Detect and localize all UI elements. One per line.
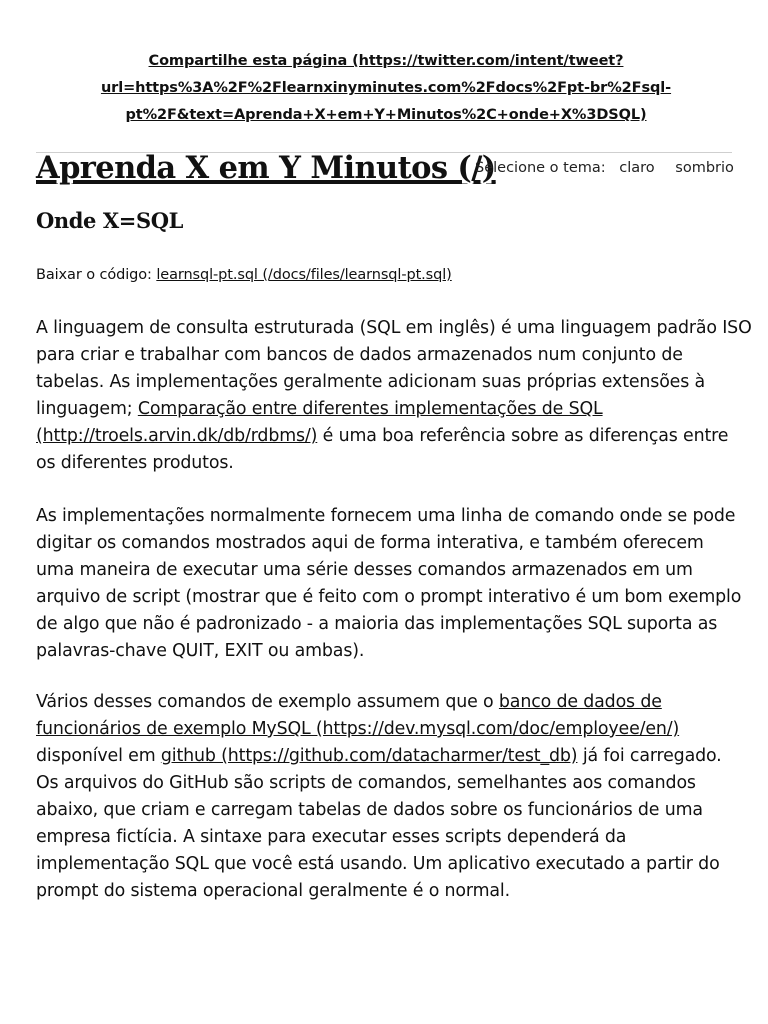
text-line: palavras-chave QUIT, EXIT ou ambas). bbox=[36, 641, 365, 661]
theme-light-button[interactable]: claro bbox=[619, 160, 655, 176]
text-segment: disponível em bbox=[36, 746, 161, 766]
text-line bbox=[36, 743, 736, 770]
paragraph-sample-database bbox=[36, 689, 736, 905]
theme-label: Selecione o tema: bbox=[475, 160, 606, 176]
text-segment: é uma boa referência sobre as diferenças entre bbox=[317, 426, 729, 446]
text-line: A linguagem de consulta estruturada (SQL em inglês) é uma linguagem padrão ISO bbox=[36, 318, 752, 338]
share-link-line-1: Compartilhe esta página (https://twitter.com/intent/tweet? bbox=[148, 53, 624, 69]
text-line: arquivo de script (mostrar que é feito com o prompt interativo é um bom exemplo bbox=[36, 587, 742, 607]
mysql-employee-db-link-url[interactable]: funcionários de exemplo MySQL (https://dev.mysql.com/doc/employee/en/) bbox=[36, 719, 680, 739]
text-line: As implementações normalmente fornecem uma linha de comando onde se pode bbox=[36, 506, 736, 526]
text-line: para criar e trabalhar com bancos de dados armazenados num conjunto de bbox=[36, 345, 683, 365]
text-line bbox=[36, 396, 736, 423]
text-line: os diferentes produtos. bbox=[36, 453, 234, 473]
theme-selector bbox=[475, 158, 734, 178]
theme-dark-button[interactable]: sombrio bbox=[675, 160, 734, 176]
sql-comparison-link-url[interactable]: (http://troels.arvin.dk/db/rdbms/) bbox=[36, 426, 318, 446]
github-test-db-link[interactable]: github (https://github.com/datacharmer/test_db) bbox=[160, 746, 578, 766]
share-twitter-link[interactable] bbox=[60, 48, 712, 129]
site-title-link[interactable] bbox=[36, 146, 496, 190]
text-segment: linguagem; bbox=[36, 399, 138, 419]
text-line: tabelas. As implementações geralmente adicionam suas próprias extensões à bbox=[36, 372, 706, 392]
text-line: abaixo, que criam e carregam tabelas de dados sobre os funcionários de uma bbox=[36, 800, 703, 820]
share-link-line-2: url=https%3A%2F%2Flearnxinyminutes.com%2Fdocs%2Fpt-br%2Fsql- bbox=[100, 80, 672, 96]
paragraph-intro bbox=[36, 315, 752, 477]
text-segment: já foi carregado. bbox=[577, 746, 722, 766]
text-line: Os arquivos do GitHub são scripts de comandos, semelhantes aos comandos bbox=[36, 773, 696, 793]
text-line bbox=[36, 423, 736, 450]
download-label: Baixar o código: bbox=[36, 267, 157, 283]
paragraph-command-line bbox=[36, 503, 742, 665]
mysql-employee-db-link[interactable]: banco de dados de bbox=[498, 692, 662, 712]
download-link[interactable]: learnsql-pt.sql (/docs/files/learnsql-pt.sql) bbox=[156, 267, 452, 283]
text-segment: Vários desses comandos de exemplo assumem que o bbox=[36, 692, 499, 712]
text-line: uma maneira de executar uma série desses comandos armazenados em um bbox=[36, 560, 693, 580]
page-subtitle: Onde X=SQL bbox=[36, 208, 184, 233]
text-line: prompt do sistema operacional geralmente é o normal. bbox=[36, 881, 510, 901]
share-link-line-3: pt%2F&text=Aprenda+X+em+Y+Minutos%2C+onde+X%3DSQL) bbox=[125, 107, 647, 123]
text-line bbox=[36, 716, 736, 743]
text-line: de algo que não é padronizado - a maioria das implementações SQL suporta as bbox=[36, 614, 718, 634]
site-title: Aprenda X em Y Minutos (/) bbox=[36, 150, 496, 186]
text-line: implementação SQL que você está usando. Um aplicativo executado a partir do bbox=[36, 854, 720, 874]
sql-comparison-link[interactable]: Comparação entre diferentes implementações de SQL bbox=[137, 399, 603, 419]
download-row bbox=[36, 264, 452, 286]
text-line: digitar os comandos mostrados aqui de forma interativa, e também oferecem bbox=[36, 533, 704, 553]
text-line bbox=[36, 689, 736, 716]
text-line: empresa fictícia. A sintaxe para executar esses scripts dependerá da bbox=[36, 827, 627, 847]
